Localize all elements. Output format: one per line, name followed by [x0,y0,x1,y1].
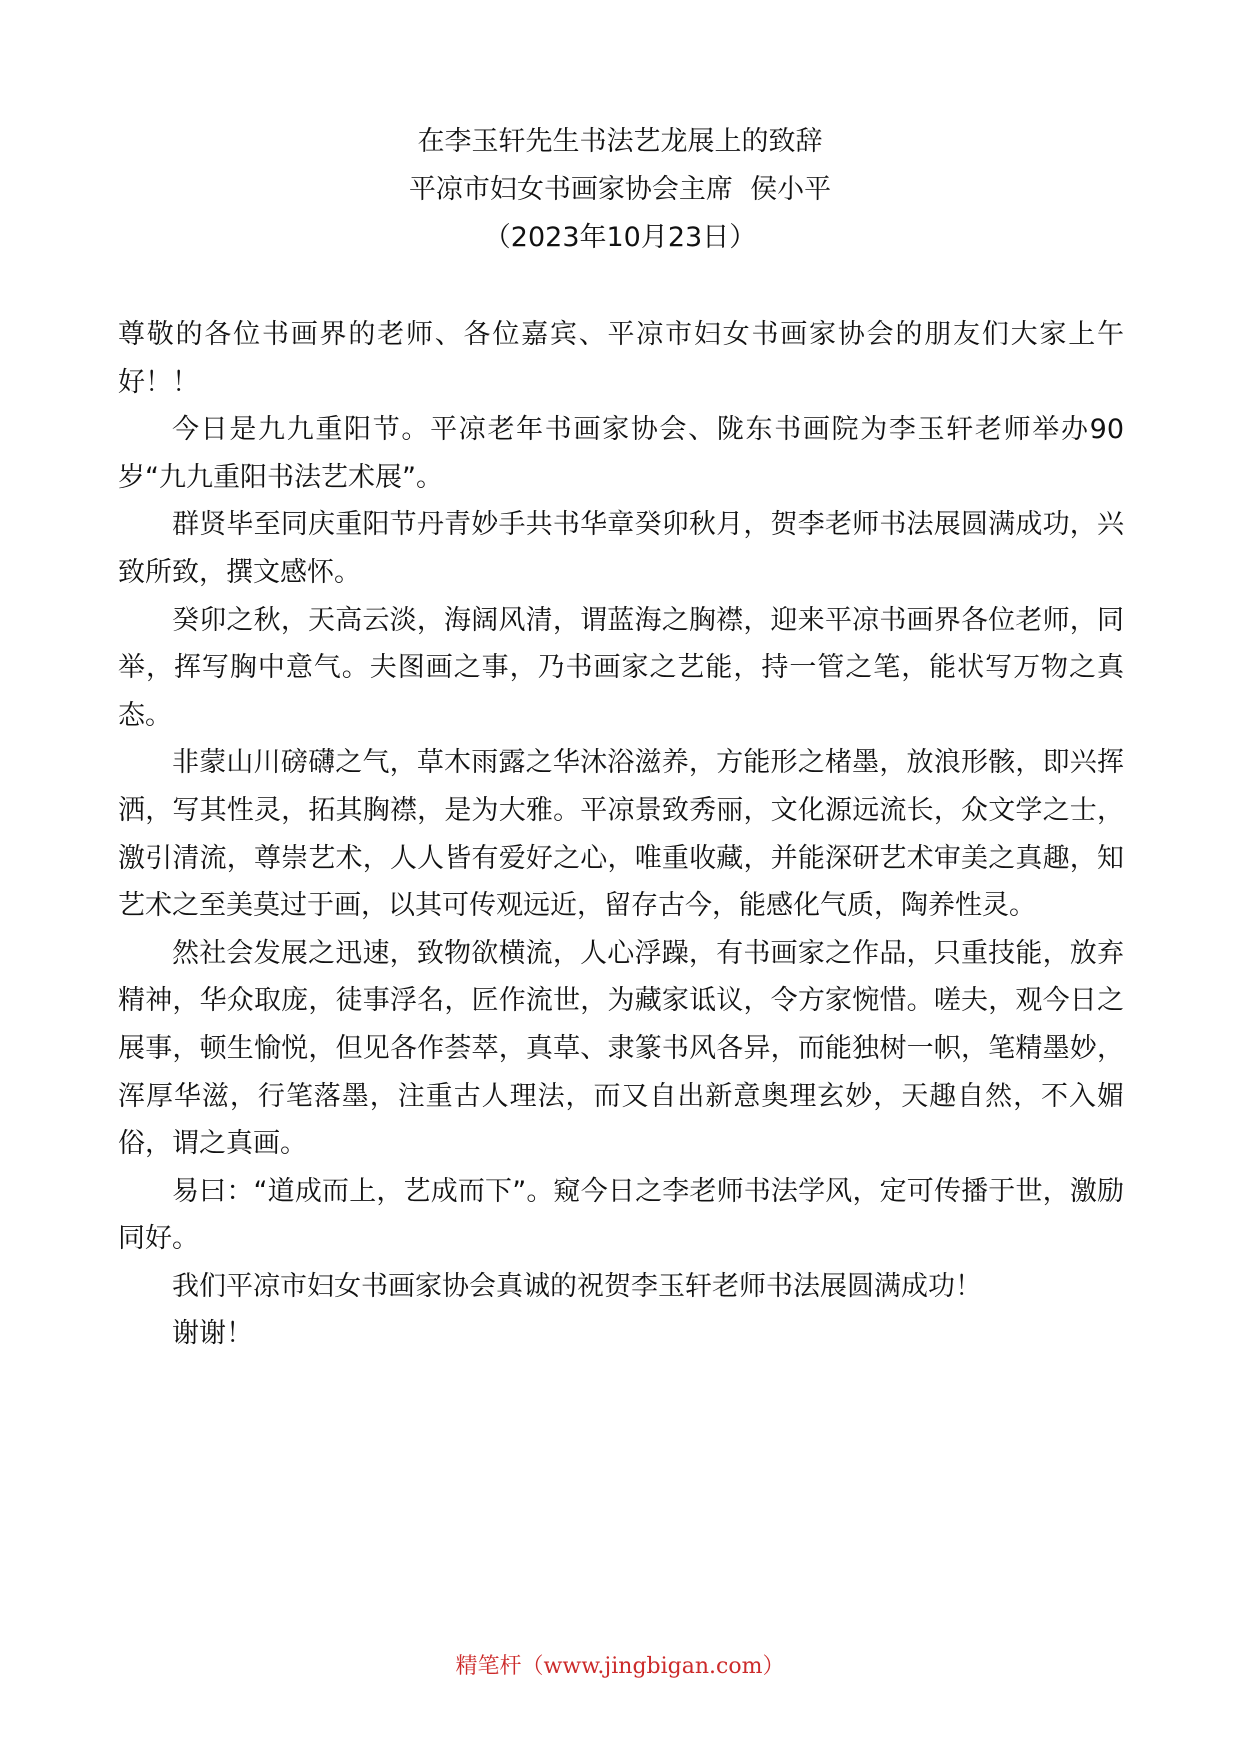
author-line: 平凉市妇女书画家协会主席 侯小平 [408,174,832,205]
paragraph: 然社会发展之迅速，致物欲横流，人心浮躁，有书画家之作品，只重技能，放弃精神，华众取庞，徒事浮名，匠作流世，为藏家诋议，令方家惋惜。嗟夫，观今日之展事，顿生愉悦，但见各作荟萃，真草、隶篆书风各异，而能独树一帜，笔精墨妙，浑厚华滋，行笔落墨，注重古人理法，而又自出新意奥理玄妙，天趣自然，不入媚俗，谓之真画。 [118,937,1124,1160]
paragraph: 易曰：“道成而上，艺成而下”。窥今日之李老师书法学风，定可传播于世，激励同好。 [118,1175,1124,1255]
paragraph: 癸卯之秋，天高云淡，海阔风清，谓蓝海之胸襟，迎来平凉书画界各位老师，同举，挥写胸中意气。夫图画之事，乃书画家之艺能，持一管之笔，能状写万物之真态。 [118,604,1124,731]
document-header [0,118,1240,262]
date-line: （2023年10月23日） [483,222,757,253]
paragraph: 今日是九九重阳节。平凉老年书画家协会、陇东书画院为李玉轩老师举办90岁“九九重阳书法艺术展”。 [118,414,1124,493]
paragraph: 群贤毕至同庆重阳节丹青妙手共书华章癸卯秋月，贺李老师书法展圆满成功，兴致所致，撰文感怀。 [118,509,1124,588]
paragraph: 非蒙山川磅礴之气，草木雨露之华沐浴滋养，方能形之楮墨，放浪形骸，即兴挥洒，写其性灵，拓其胸襟，是为大雅。平凉景致秀丽，文化源远流长，众文学之士，激引清流，尊崇艺术，人人皆有爱好之心，唯重收藏，并能深研艺术审美之真趣，知艺术之至美莫过于画，以其可传观远近，留存古今，能感化气质，陶养性灵。 [118,747,1124,922]
speech-body [118,311,1124,1358]
paragraph-closing: 谢谢！ [172,1318,253,1350]
paragraph-greeting: 尊敬的各位书画界的老师、各位嘉宾、平凉市妇女书画家协会的朋友们大家上午好！！ [118,319,1124,398]
document-title: 在李玉轩先生书法艺龙展上的致辞 [417,126,823,157]
footer-watermark: 精笔杆（www.jingbigan.com） [455,1654,785,1679]
paragraph: 我们平凉市妇女书画家协会真诚的祝贺李玉轩老师书法展圆满成功！ [172,1270,982,1302]
